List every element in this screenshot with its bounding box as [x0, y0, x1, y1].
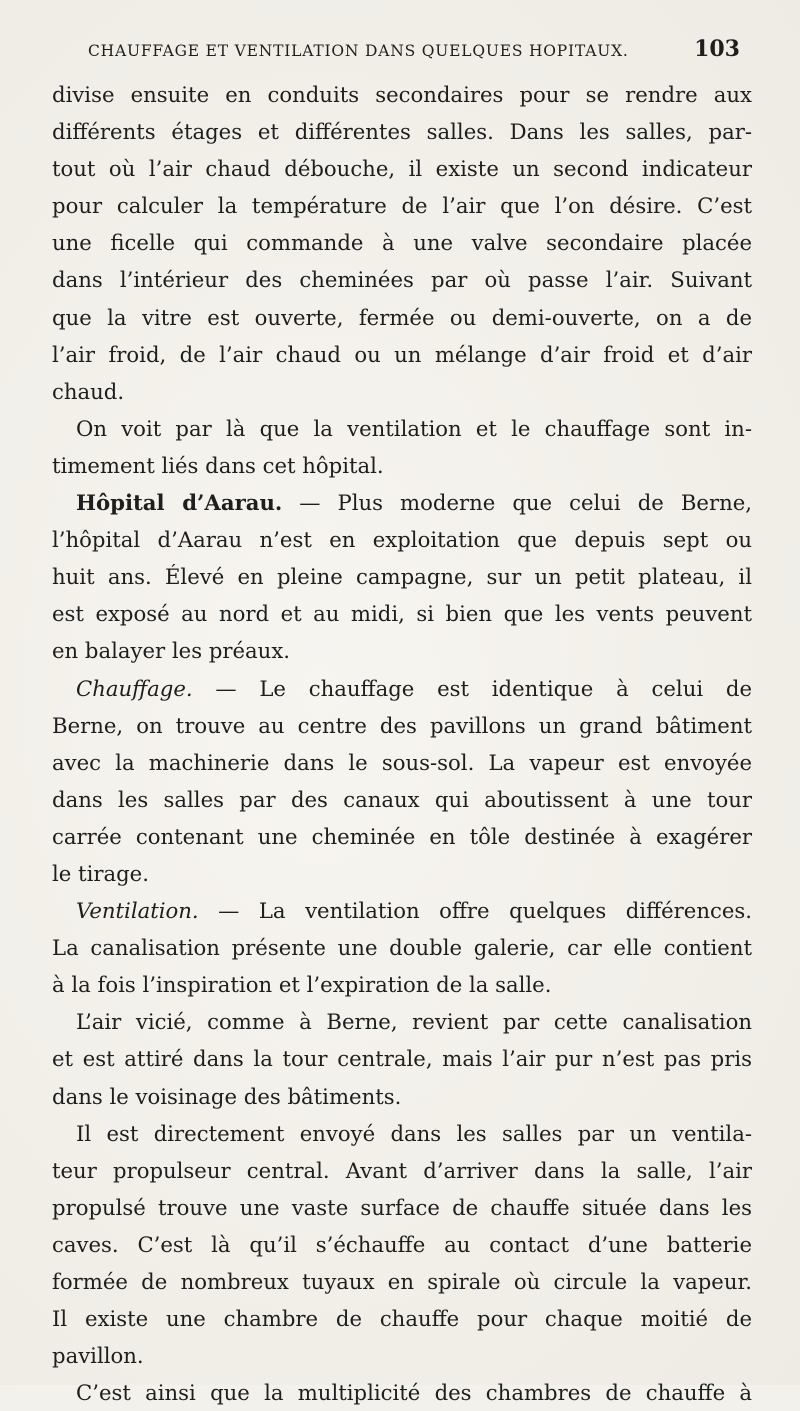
text-run: — Le chauffage est identique à celui de	[192, 675, 752, 701]
text-line: dans les salles par des canaux qui aboutissent à une tour	[52, 786, 752, 812]
text-line: tout où l’air chaud débouche, il existe un second indicateur	[52, 156, 752, 182]
text-line: l’hôpital d’Aarau n’est en exploitation que depuis sept ou	[52, 527, 752, 553]
text-line: à la fois l’inspiration et l’expiration de la salle.	[52, 972, 552, 998]
paragraph-hopital-aarau	[52, 484, 752, 669]
text-line: L’air vicié, comme à Berne, revient par cette canalisation	[76, 1009, 752, 1035]
text-line: pavillon.	[52, 1343, 144, 1369]
text-line: teur propulseur central. Avant d’arriver dans la salle, l’air	[52, 1157, 752, 1183]
text-line: Il est directement envoyé dans les salles par un ventila-	[76, 1120, 752, 1146]
text-line	[52, 892, 752, 929]
text-run: — Plus moderne que celui de Berne,	[282, 490, 752, 516]
subsection-heading: Ventilation.	[76, 898, 199, 924]
text-line: C’est ainsi que la multiplicité des chambres de chauffe à	[76, 1380, 752, 1406]
text-line: caves. C’est là qu’il s’échauffe au contact d’une batterie	[52, 1231, 752, 1257]
text-line: que la vitre est ouverte, fermée ou demi-ouverte, on a de	[52, 304, 752, 330]
text-line: et est attiré dans la tour centrale, mais l’air pur n’est pas pris	[52, 1046, 752, 1072]
subsection-heading: Chauffage.	[76, 675, 193, 701]
text-line: en balayer les préaux.	[52, 638, 291, 664]
text-run: — La ventilation offre quelques différences.	[198, 898, 752, 924]
section-heading: Hôpital d’Aarau.	[76, 490, 283, 516]
text-line: avec la machinerie dans le sous-sol. La vapeur est envoyée	[52, 749, 752, 775]
paragraph-chauffage	[52, 670, 752, 893]
text-line: chaud.	[52, 378, 125, 404]
running-head: CHAUFFAGE ET VENTILATION DANS QUELQUES HOPITAUX.	[88, 42, 629, 60]
text-line: carrée contenant une cheminée en tôle destinée à exagérer	[52, 823, 752, 849]
page-number: 103	[694, 36, 740, 62]
text-line: La canalisation présente une double galerie, car elle contient	[52, 935, 752, 961]
text-line: une ficelle qui commande à une valve secondaire placée	[52, 230, 752, 256]
paragraph-7	[52, 1115, 752, 1375]
text-line: différents étages et différentes salles. Dans les salles, par-	[52, 119, 752, 145]
text-line: le tirage.	[52, 860, 149, 886]
text-line: timement liés dans cet hôpital.	[52, 452, 384, 478]
paragraph-2	[52, 410, 752, 484]
text-line: divise ensuite en conduits secondaires pour se rendre aux	[52, 82, 752, 107]
text-line: On voit par là que la ventilation et le chauffage sont in-	[76, 415, 752, 441]
paragraph-6	[52, 1003, 752, 1114]
text-line: dans l’intérieur des cheminées par où passe l’air. Suivant	[52, 267, 752, 293]
text-line: dans le voisinage des bâtiments.	[52, 1083, 402, 1109]
text-line: est exposé au nord et au midi, si bien que les vents peuvent	[52, 601, 752, 627]
text-line	[52, 484, 752, 521]
paragraph-8	[52, 1374, 752, 1411]
text-line: pour calculer la température de l’air que l’on désire. C’est	[52, 193, 752, 219]
text-line: formée de nombreux tuyaux en spirale où circule la vapeur.	[52, 1269, 752, 1294]
text-line: Il existe une chambre de chauffe pour chaque moitié de	[52, 1306, 752, 1332]
page-header	[88, 36, 740, 76]
paragraph-ventilation	[52, 892, 752, 1003]
text-line: huit ans. Élevé en pleine campagne, sur un petit plateau, il	[52, 564, 752, 590]
paragraph-1	[52, 76, 752, 410]
text-line: l’air froid, de l’air chaud ou un mélange d’air froid et d’air	[52, 341, 752, 367]
text-line: propulsé trouve une vaste surface de chauffe située dans les	[52, 1194, 752, 1220]
text-line	[52, 670, 752, 707]
text-line: Berne, on trouve au centre des pavillons un grand bâtiment	[52, 712, 752, 738]
page-body	[52, 76, 752, 1411]
